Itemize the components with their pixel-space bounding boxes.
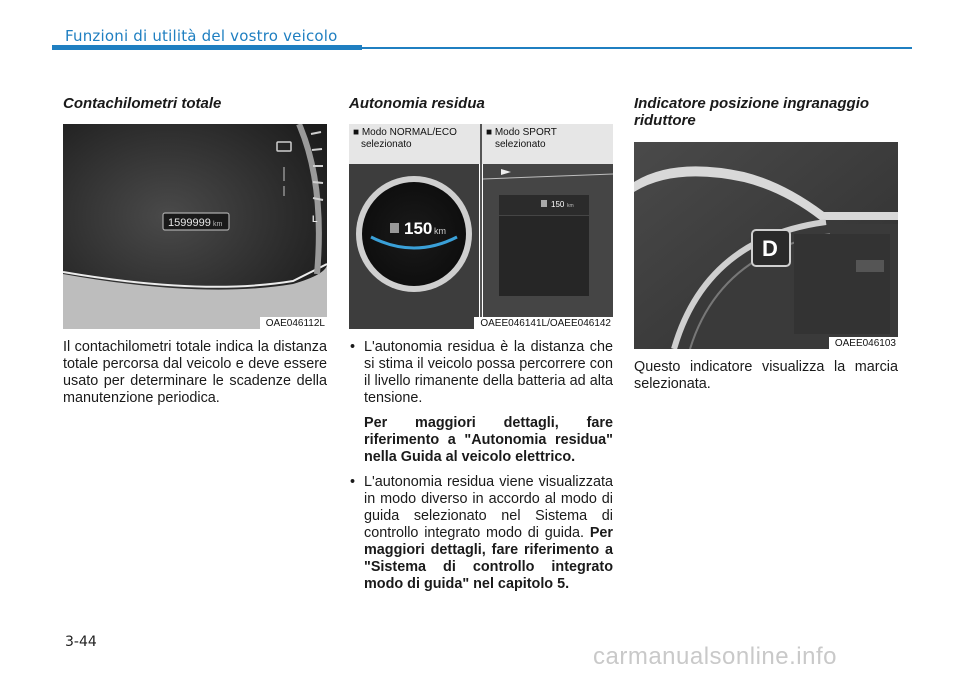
gear-marker-l: L xyxy=(312,214,318,224)
figure-code: OAE046112L xyxy=(260,317,327,329)
range-bullet-2 xyxy=(349,474,613,593)
range-bullet-1 xyxy=(349,339,613,466)
gear-body: Questo indicatore visualizza la marcia selezionata. xyxy=(634,359,898,392)
figure-label-normal-eco: ■ Modo NORMAL/ECO selezionato xyxy=(353,127,457,150)
gear-letter: D xyxy=(762,236,778,261)
gear-figure xyxy=(634,142,898,349)
running-header: Funzioni di utilità del vostro veicolo xyxy=(65,27,338,45)
figure-label-sport: ■ Modo SPORT selezionato xyxy=(486,127,557,150)
range-note-1: Per maggiori dettagli, fare riferimento a "Autonomia residua" nella Guida al veicolo elettrico. xyxy=(364,415,613,465)
gear-heading: Indicatore posizione ingranaggio riduttore xyxy=(634,95,870,129)
range-unit-small: km xyxy=(567,203,574,209)
range-value-small: 150 xyxy=(551,200,565,209)
range-bullet-2-text: L'autonomia residua viene visualizzata in modo diverso in accordo al modo di guida selezionato nel Sistema di controllo integrato modo di guida. xyxy=(364,474,613,541)
gear-illustration xyxy=(634,142,898,349)
figure-code: OAEE046103 xyxy=(829,337,898,349)
range-bullets xyxy=(349,339,613,593)
odometer-heading: Contachilometri totale xyxy=(63,95,222,112)
gear-section xyxy=(634,94,898,393)
range-bullet-1-text: L'autonomia residua è la distanza che si stima il veicolo possa percorrere con il livello rimanente della batteria ad alta tensione. xyxy=(364,339,613,406)
header-rule-thick xyxy=(52,45,362,50)
range-heading: Autonomia residua xyxy=(349,95,485,112)
odometer-unit: km xyxy=(213,221,223,228)
page-number: 3-44 xyxy=(65,634,97,650)
odometer-value: 1599999 xyxy=(168,217,211,229)
range-unit-large: km xyxy=(434,226,446,236)
odometer-figure xyxy=(63,124,327,329)
range-figure xyxy=(349,124,613,329)
odometer-body: Il contachilometri totale indica la distanza totale percorsa dal veicolo e deve essere usato per determinare le scadenze della manutenzione periodica. xyxy=(63,339,327,406)
odometer-illustration xyxy=(63,124,327,329)
odometer-section xyxy=(63,94,327,407)
watermark: carmanualsonline.info xyxy=(593,643,837,670)
range-illustration xyxy=(349,124,613,329)
range-bullet-2-bold: Per maggiori dettagli, fare riferimento a "Sistema di controllo integrato modo di guida" nel capitolo 5. xyxy=(364,525,614,592)
header-rule-thin xyxy=(362,47,912,49)
figure-code: OAEE046141L/OAEE046142 xyxy=(474,317,613,329)
range-section xyxy=(349,94,613,593)
range-value-large: 150 xyxy=(404,219,433,238)
